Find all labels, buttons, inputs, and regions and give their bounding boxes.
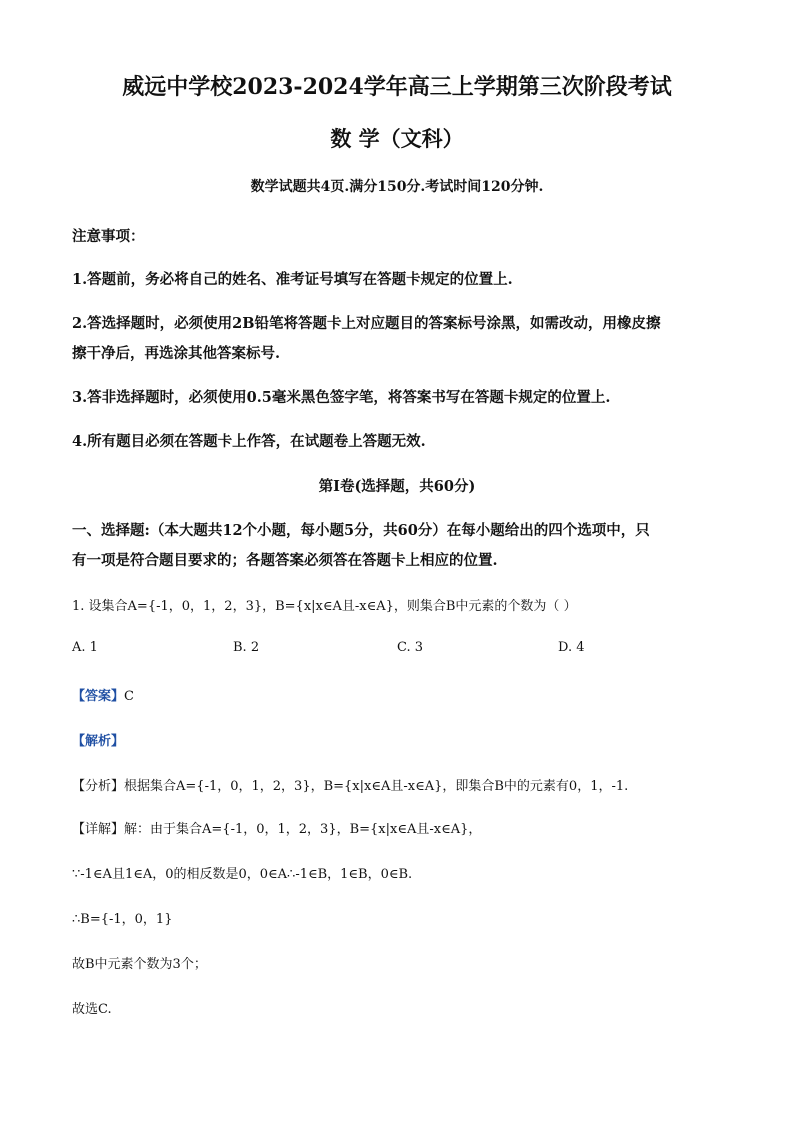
exam-title: 威远中学校2023-2024学年高三上学期第三次阶段考试 (122, 74, 672, 100)
solution-step-3: 故B中元素个数为3个； (72, 957, 207, 972)
notice-item-3: 3.答非选择题时，必须使用0.5毫米黑色签字笔，将答案书写在答题卡规定的位置上. (72, 389, 611, 406)
option-d: D. 4 (558, 640, 585, 655)
detail-text: 解：由于集合A={-1，0，1，2，3}，B={x|x∈A且-x∈A}， (124, 822, 482, 837)
notice-item-4: 4.所有题目必须在答题卡上作答，在试题卷上答题无效. (72, 433, 426, 450)
solution-step-1: ∵-1∈A且1∈A，0的相反数是0，0∈A∴-1∈B，1∈B，0∈B. (72, 867, 413, 882)
detail-line (72, 818, 481, 837)
detail-tag: 【详解】 (72, 822, 125, 837)
notice-item-2: 2.答选择题时，必须使用2B铅笔将答题卡上对应题目的答案标号涂黑，如需改动，用橡皮擦 (72, 315, 661, 332)
exam-info: 数学试题共4页.满分150分.考试时间120分钟. (250, 179, 544, 195)
option-b: B. 2 (233, 640, 260, 655)
notice-item-1: 1.答题前，务必将自己的姓名、准考证号填写在答题卡规定的位置上. (72, 271, 513, 288)
answer-tag: 【答案】 (72, 689, 125, 704)
fenxi-text: 根据集合A={-1，0，1，2，3}，B={x|x∈A且-x∈A}，即集合B中的元素有0，1，-1. (124, 779, 629, 794)
solution-step-4: 故选C. (72, 1002, 112, 1017)
exam-subtitle: 数 学（文科） (330, 126, 464, 151)
fenxi-line (72, 775, 628, 794)
analysis-tag (72, 730, 124, 749)
section-intro-line1: 一、选择题:（本大题共12个小题，每小题5分，共60分）在每小题给出的四个选项中，只 (72, 522, 650, 539)
section-heading: 第Ⅰ卷(选择题，共60分) (318, 478, 476, 495)
notice-heading: 注意事项： (72, 228, 145, 245)
answer-value: C (124, 689, 134, 704)
fenxi-tag: 【分析】 (72, 779, 125, 794)
notice-item-2-cont: 擦干净后，再选涂其他答案标号. (72, 345, 281, 362)
answer-line (72, 685, 134, 704)
option-c: C. 3 (397, 640, 424, 655)
question-1-stem: 1. 设集合A={-1，0，1，2，3}，B={x|x∈A且-x∈A}，则集合B中元素的个数为（ ） (72, 599, 577, 614)
solution-step-2: ∴B={-1，0，1} (72, 912, 173, 927)
section-intro-line2: 有一项是符合题目要求的；各题答案必须答在答题卡上相应的位置. (72, 552, 498, 569)
option-a: A. 1 (72, 640, 98, 655)
analysis-label: 【解析】 (72, 734, 125, 749)
